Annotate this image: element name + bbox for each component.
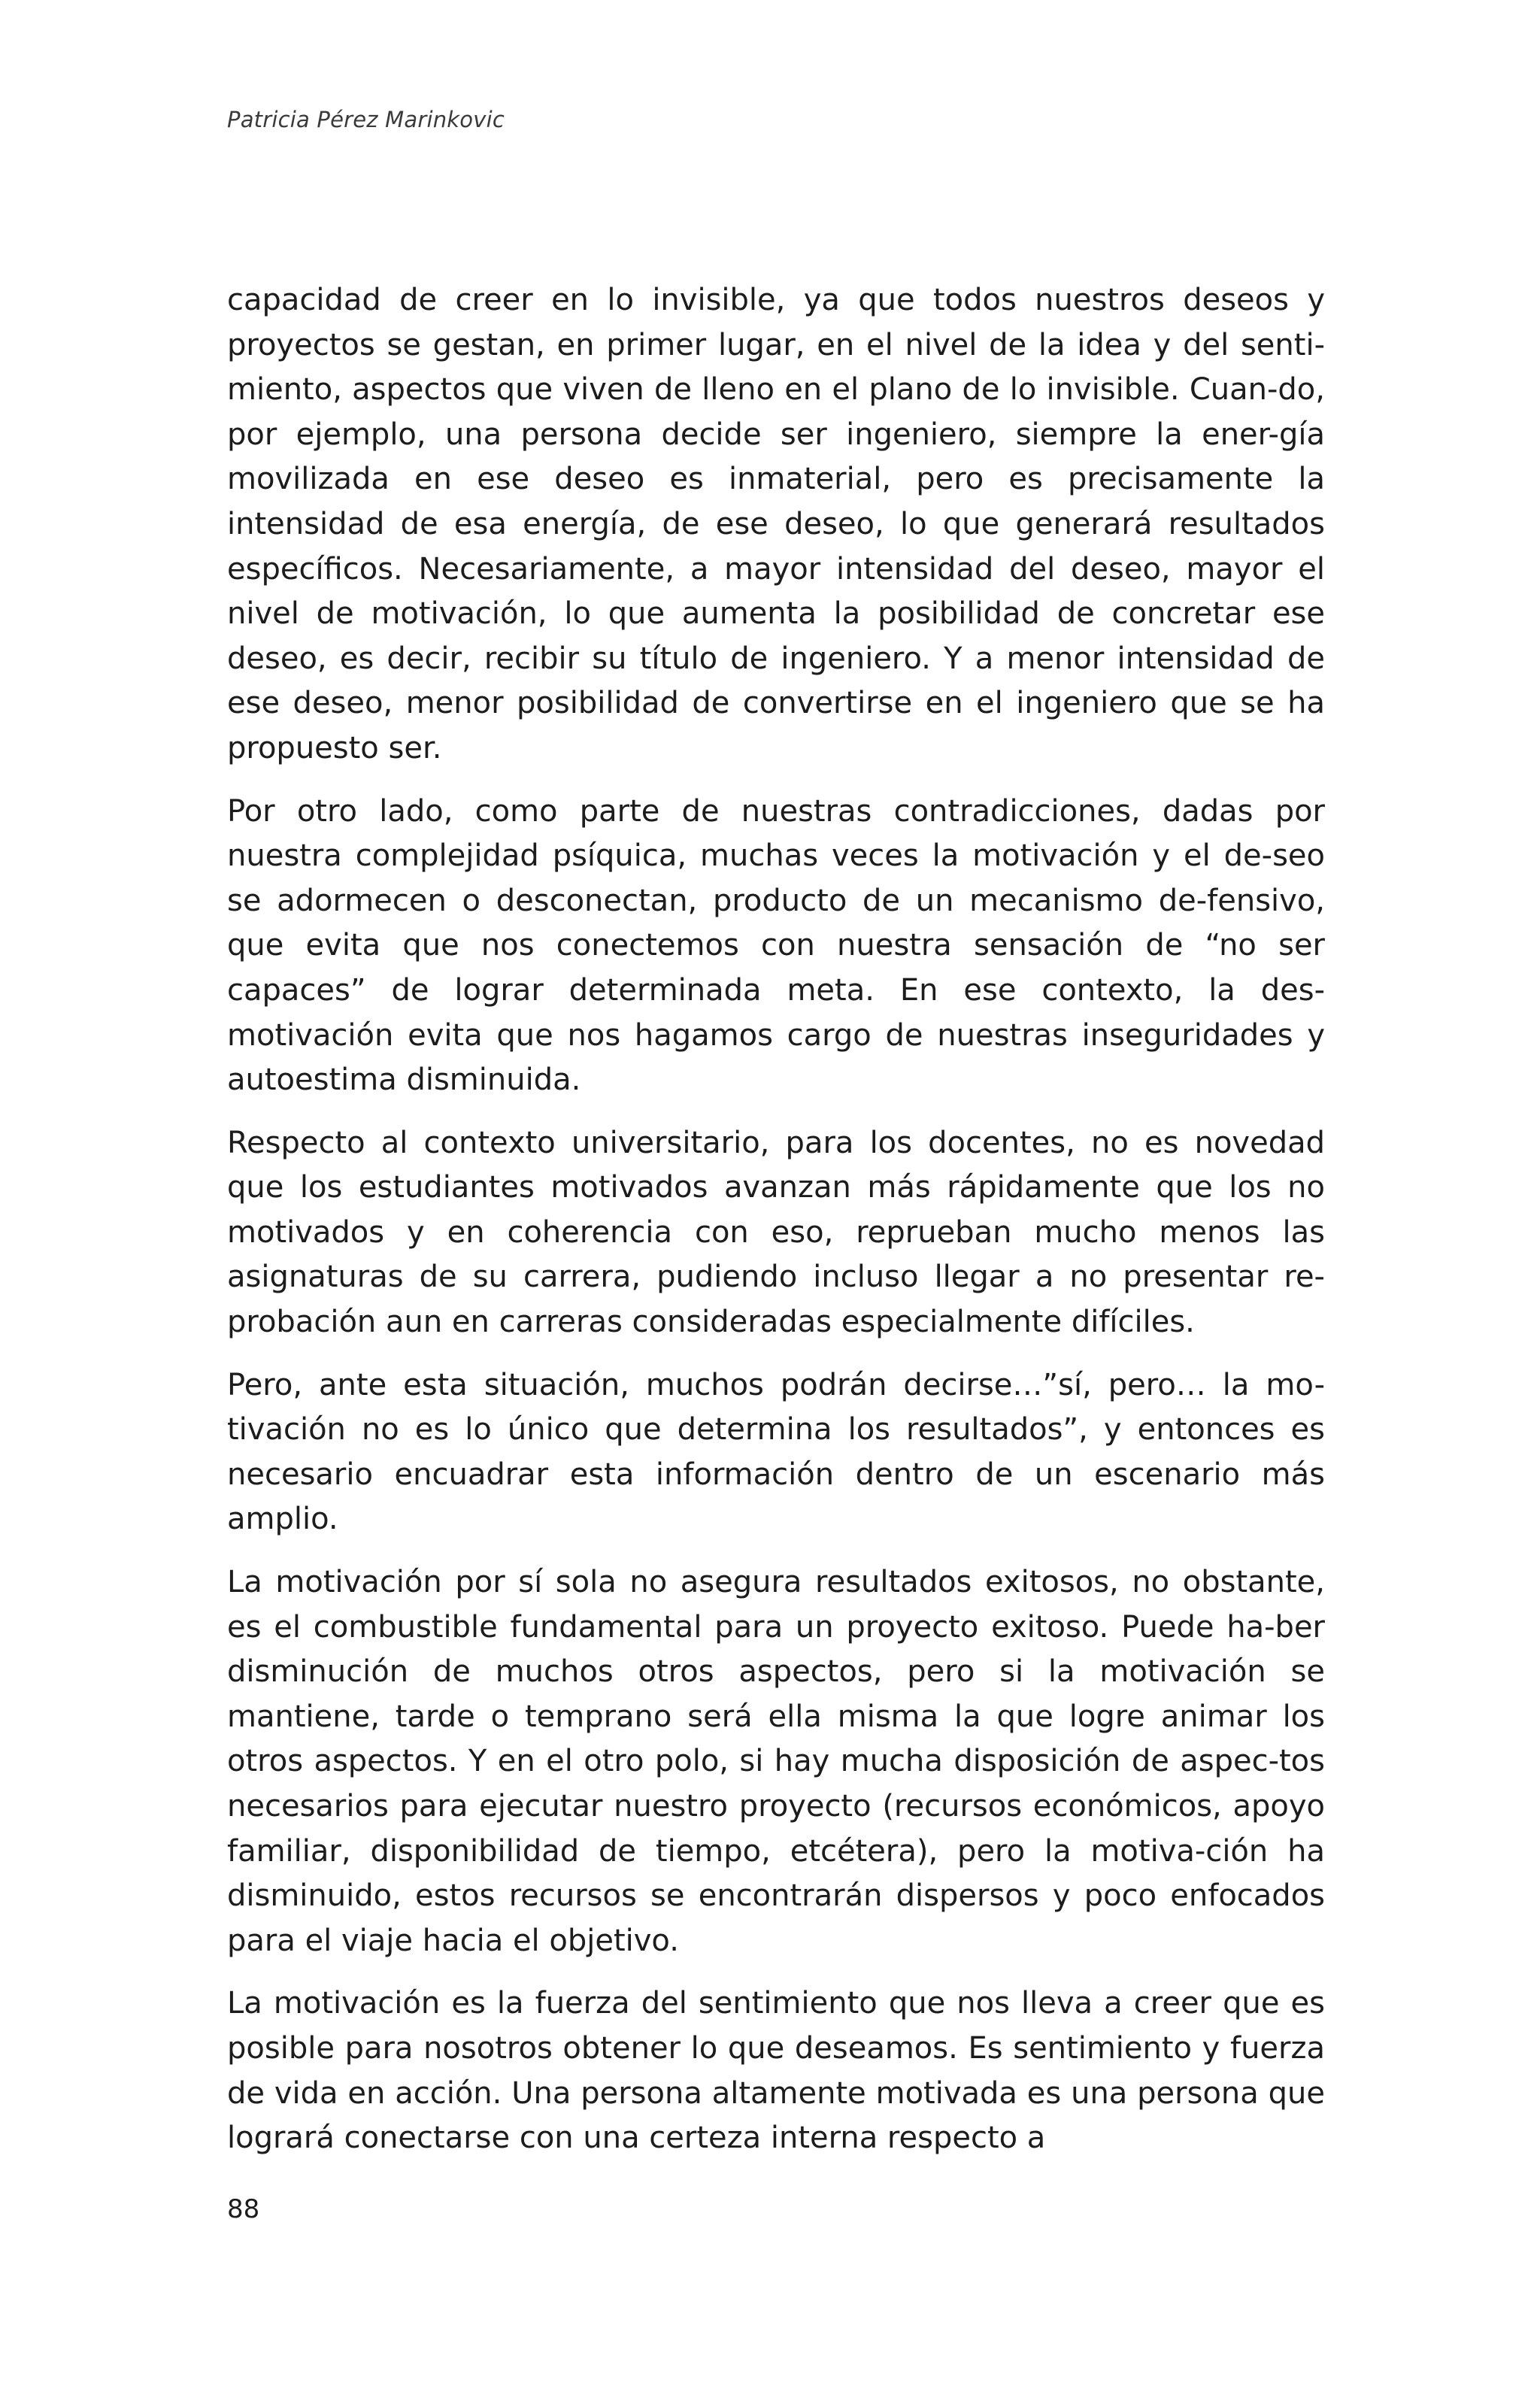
paragraph: Por otro lado, como parte de nuestras contradicciones, dadas por nuestra complejidad psíquica, muchas veces la motivación y el de-seo se adormecen o desconectan, producto de un mecanismo de-fensivo, que evita que nos conectemos con nuestra sensación de “no ser capaces” de lograr determinada meta. En ese contexto, la des-motivación evita que nos hagamos cargo de nuestras inseguridades y autoestima disminuida. bbox=[227, 793, 1325, 1098]
paragraph: La motivación es la fuerza del sentimiento que nos lleva a creer que es posible para nosotros obtener lo que deseamos. Es sentimiento y fuerza de vida en acción. Una persona altamente motivada es una persona que logrará conectarse con una certeza interna respecto a bbox=[227, 1986, 1325, 2156]
paragraph: Pero, ante esta situación, muchos podrán decirse…”sí, pero… la mo-tivación no es lo único que determina los resultados”, y entonces es necesario encuadrar esta información dentro de un escenario más amplio. bbox=[227, 1367, 1325, 1537]
paragraph: capacidad de creer en lo invisible, ya que todos nuestros deseos y proyectos se gestan, en primer lugar, en el nivel de la idea y del senti-miento, aspectos que viven de lleno en el plano de lo invisible. Cuan-do, por ejemplo, una persona decide ser ingeniero, siempre la ener-gía movilizada en ese deseo es inmaterial, pero es precisamente la intensidad de esa energía, de ese deseo, lo que generará resultados específicos. Necesariamente, a mayor intensidad del deseo, mayor el nivel de motivación, lo que aumenta la posibilidad de concretar ese deseo, es decir, recibir su título de ingeniero. Y a menor intensidad de ese deseo, menor posibilidad de convertirse en el ingeniero que se ha propuesto ser. bbox=[227, 283, 1325, 765]
page-number: 88 bbox=[227, 2194, 260, 2224]
paragraph: La motivación por sí sola no asegura resultados exitosos, no obstante, es el combustible fundamental para un proyecto exitoso. Puede ha-ber disminución de muchos otros aspectos, pero si la motivación se mantiene, tarde o temprano será ella misma la que logre animar los otros aspectos. Y en el otro polo, si hay mucha disposición de aspec-tos necesarios para ejecutar nuestro proyecto (recursos económicos, apoyo familiar, disponibilidad de tiempo, etcétera), pero la motiva-ción ha disminuido, estos recursos se encontrarán dispersos y poco enfocados para el viaje hacia el objetivo. bbox=[227, 1565, 1325, 1958]
body-text bbox=[227, 278, 1325, 2179]
running-header-author: Patricia Pérez Marinkovic bbox=[227, 107, 505, 132]
paragraph: Respecto al contexto universitario, para los docentes, no es novedad que los estudiantes motivados avanzan más rápidamente que los no motivados y en coherencia con eso, reprueban mucho menos las asignaturas de su carrera, pudiendo incluso llegar a no presentar re-probación aun en carreras consideradas especialmente difíciles. bbox=[227, 1125, 1325, 1340]
